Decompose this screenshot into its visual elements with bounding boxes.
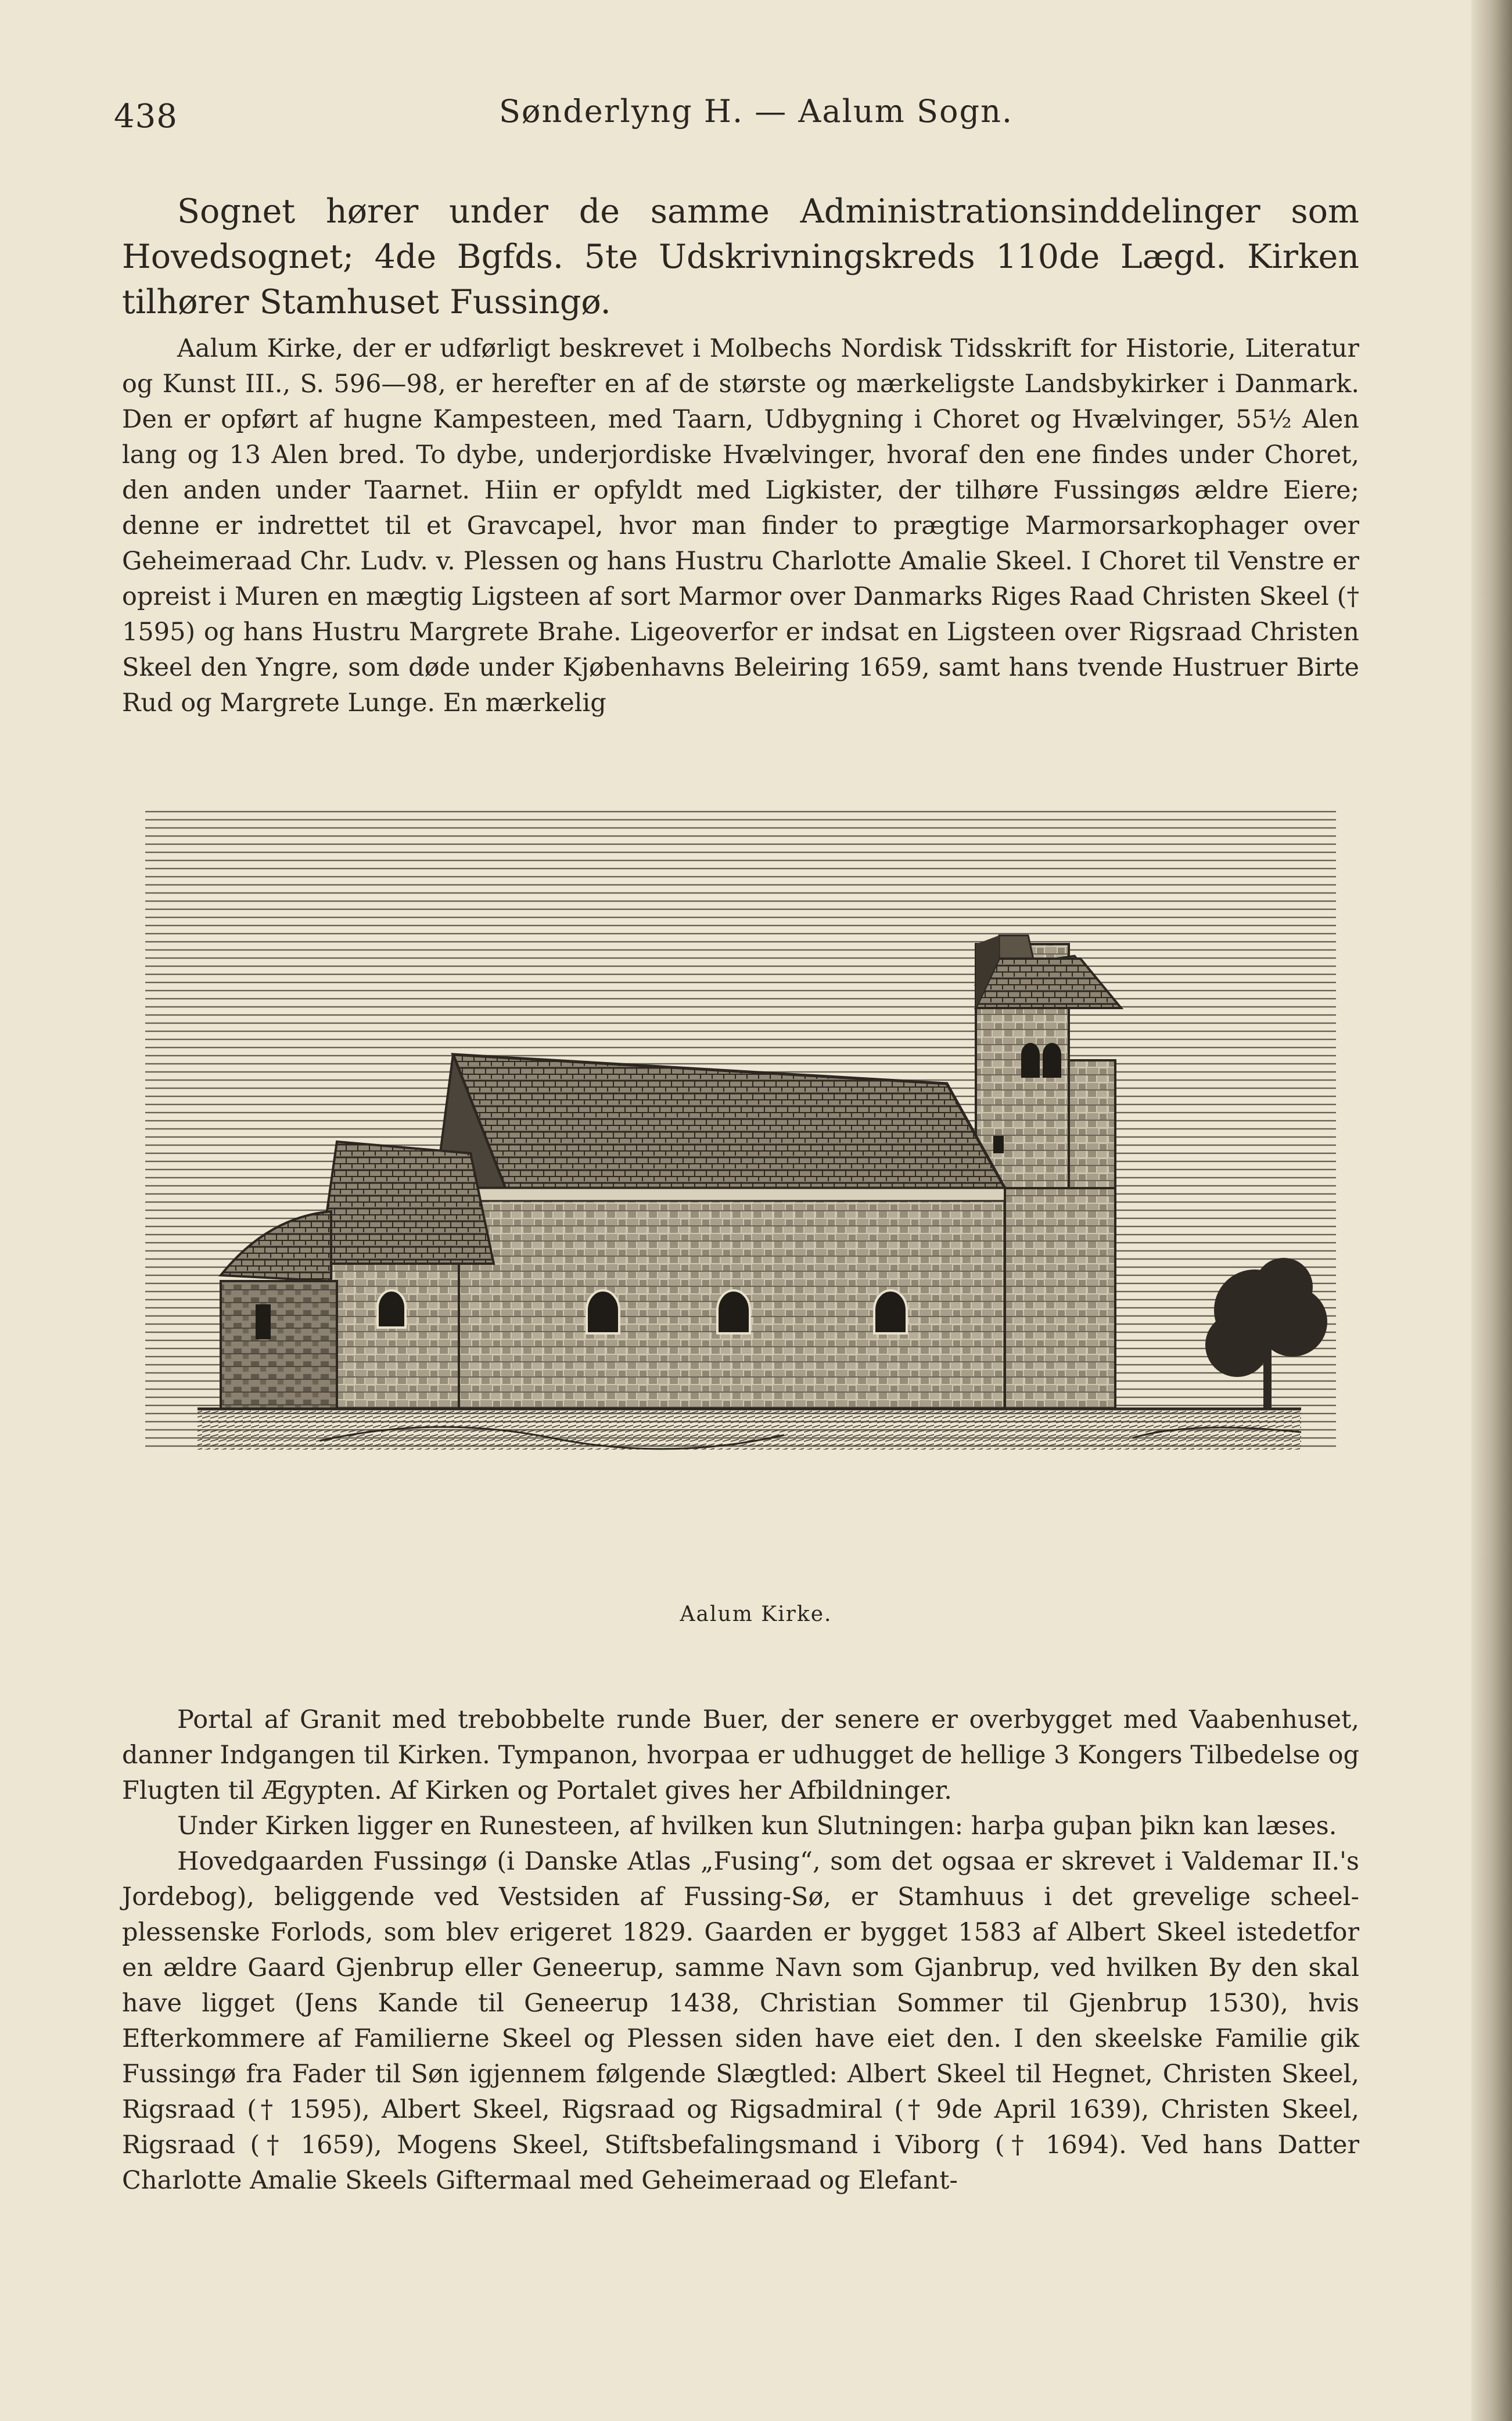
page-edge-shadow [1471,0,1512,2421]
figure-caption: Aalum Kirke. [680,1602,832,1626]
portal-paragraph: Portal af Granit med trebobbelte runde Buer, der senere er overbygget med Vaabenhuset, danner Indgangen til Kirken. Tympanon, hvorpaa er udhugget de hellige 3 Kongers Tilbedelse og Flugten til Ægypten. Af Kirken og Portalet gives her Afbildninger. [122,1705,1359,1805]
church-engraving [145,810,1336,1563]
manor-paragraph: Hovedgaarden Fussingø (i Danske Atlas „Fusing“, som det ogsaa er skrevet i Valdemar II.'s Jordebog), beliggende ved Vestsiden af Fussing-Sø, er Stamhuus i det grevelige scheel-plessenske Forlods, som blev erigeret 1829. Gaarden er bygget 1583 af Albert Skeel istedetfor en ældre Gaard Gjenbrup eller Geneerup, samme Navn som Gjanbrup, ved hvilken By den skal have ligget (Jens Kande til Geneerup 1438, Christian Sommer til Gjenbrup 1530), hvis Efterkommere af Familierne Skeel og Plessen siden have eiet den. I den skeelske Familie gik Fussingø fra Fader til Søn igjennem følgende Slægtled: Albert Skeel til Hegnet, Christen Skeel, Rigsraad († 1595), Albert Skeel, Rigsraad og Rigsadmiral († 9de April 1639), Christen Skeel, Rigsraad († 1659), Mogens Skeel, Stiftsbefalingsmand i Viborg († 1694). Ved hans Datter Charlotte Amalie Skeels Giftermaal med Geheimeraad og Elefant- [122,1847,1359,2195]
intro-paragraph [122,189,1359,325]
continuation-text [122,1702,1359,2198]
church-description [122,331,1359,721]
running-head: Sønderlyng H. — Aalum Sogn. [498,93,1014,130]
church-engraving-icon [145,810,1336,1563]
runestone-paragraph: Under Kirken ligger en Runesteen, af hvilken kun Slutningen: harþa guþan þikn kan læses. [177,1812,1337,1841]
intro-text: Sognet hører under de samme Administrationsinddelinger som Hovedsognet; 4de Bgfds. 5te Udskrivningskreds 110de Lægd. Kirken tilhører Stamhuset Fussingø. [122,192,1359,321]
description-text: Aalum Kirke, der er udførligt beskrevet i Molbechs Nordisk Tidsskrift for Historie, Literatur og Kunst III., S. 596—98, er herefter en af de største og mærkeligste Landsbykirker i Danmark. Den er opført af hugne Kampesteen, med Taarn, Udbygning i Choret og Hvælvinger, 55½ Alen lang og 13 Alen bred. To dybe, underjordiske Hvælvinger, hvoraf den ene findes under Choret, den anden under Taarnet. Hiin er opfyldt med Ligkister, der tilhøre Fussingøs ældre Eiere; denne er indrettet til et Gravcapel, hvor man finder to prægtige Marmorsarkophager over Geheimeraad Chr. Ludv. v. Plessen og hans Hustru Charlotte Amalie Skeel. I Choret til Venstre er opreist i Muren en mægtig Ligsteen af sort Marmor over Danmarks Riges Raad Christen Skeel († 1595) og hans Hustru Margrete Brahe. Ligeoverfor er indsat en Ligsteen over Rigsraad Christen Skeel den Yngre, som døde under Kjøbenhavns Beleiring 1659, samt hans tvende Hustruer Birte Rud og Margrete Lunge. En mærkelig [122,334,1359,718]
page-number: 438 [114,98,178,135]
